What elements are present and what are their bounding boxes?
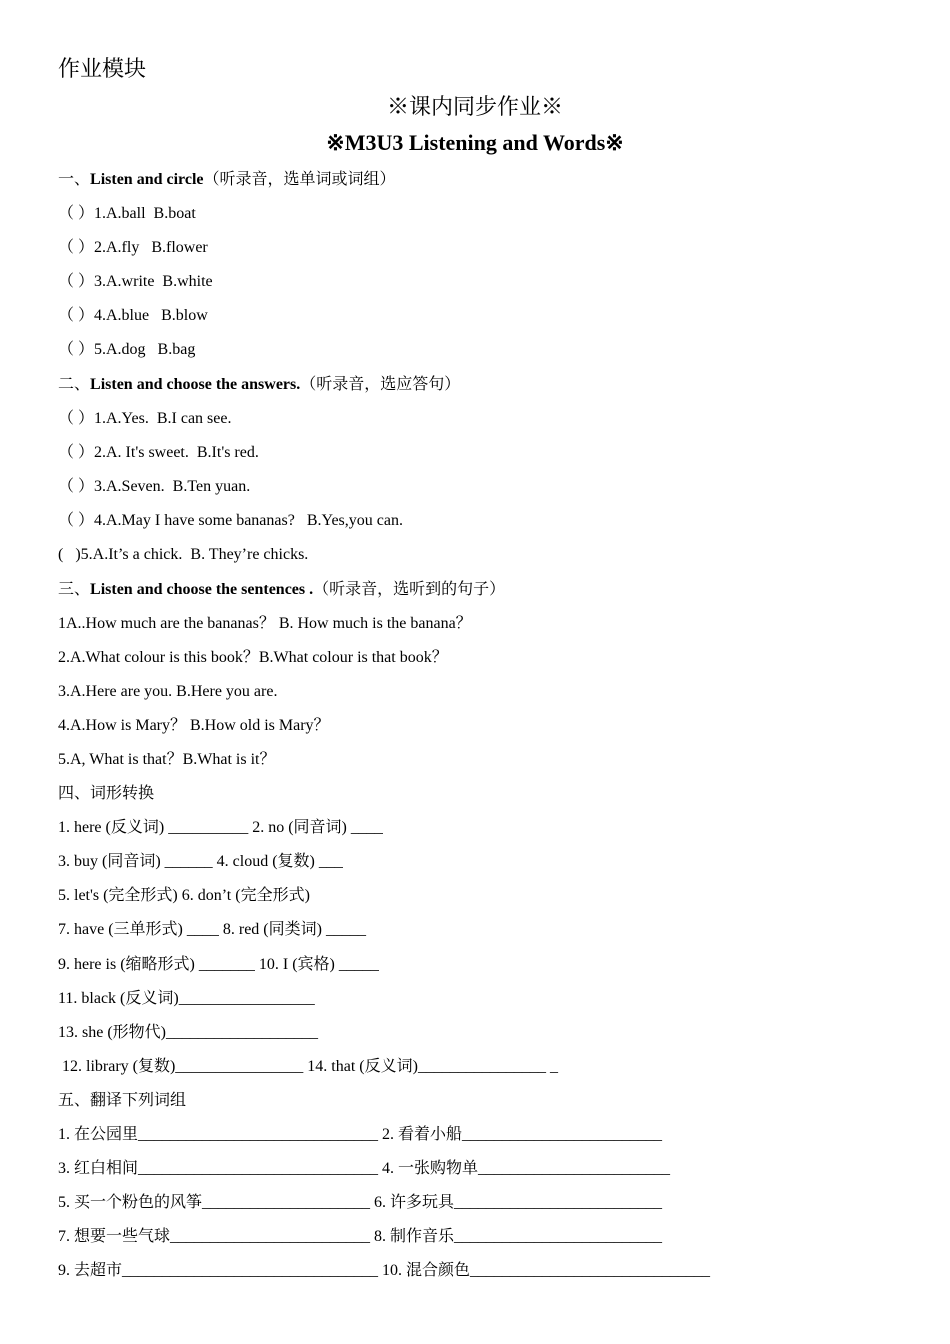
module-label: 作业模块	[58, 56, 147, 81]
section3-item: 2.A.What colour is this book？B.What colour is that book？	[58, 649, 448, 666]
section1-item: （ ）1.A.ball B.boat	[58, 205, 196, 222]
section2-item: ( )5.A.It’s a chick. B. They’re chicks.	[58, 546, 309, 563]
section5-item: 3. 红白相间______________________________ 4. 一张购物单________________________	[58, 1160, 671, 1177]
section4-item: 12. library (复数)________________ 14. that (反义词)________________ _	[58, 1058, 558, 1075]
section5-item: 5. 买一个粉色的风筝_____________________ 6. 许多玩具__________________________	[58, 1194, 663, 1211]
section4-item: 1. here (反义词) __________ 2. no (同音词) ____	[58, 819, 383, 836]
section2-item: （ ）4.A.May I have some bananas? B.Yes,you can.	[58, 512, 403, 529]
section4-item: 7. have (三单形式) ____ 8. red (同类词) _____	[58, 921, 366, 938]
section5-item: 9. 去超市________________________________ 10. 混合颜色______________________________	[58, 1262, 711, 1279]
section3-item: 3.A.Here are you. B.Here you are.	[58, 683, 278, 700]
section3-item: 1A..How much are the bananas？ B. How much is the banana？	[58, 615, 472, 632]
section4-item: 9. here is (缩略形式) _______ 10. I (宾格) _____	[58, 956, 379, 973]
section2-title-en: Listen and choose the answers.	[90, 376, 301, 393]
section3-heading	[58, 580, 505, 600]
section1-item: （ ）2.A.fly B.flower	[58, 239, 208, 256]
section5-item: 7. 想要一些气球_________________________ 8. 制作音乐__________________________	[58, 1228, 663, 1245]
section3-num: 三、	[58, 581, 91, 598]
page-subtitle: ※M3U3 Listening and Words※	[326, 130, 624, 155]
section4-item: 3. buy (同音词) ______ 4. cloud (复数) ___	[58, 853, 343, 870]
section4-item: 11. black (反义词)_________________	[58, 990, 315, 1007]
section1-item: （ ）5.A.dog B.bag	[58, 341, 196, 358]
section3-item: 5.A, What is that？B.What is it？	[58, 751, 276, 768]
section2-item: （ ）3.A.Seven. B.Ten yuan.	[58, 478, 251, 495]
section2-heading	[58, 375, 460, 395]
section5-heading: 五、翻译下列词组	[58, 1092, 187, 1109]
section4-heading: 四、词形转换	[58, 785, 155, 802]
section4-item: 13. she (形物代)___________________	[58, 1024, 318, 1041]
section1-num: 一、	[58, 171, 91, 188]
section2-item: （ ）2.A. It's sweet. B.It's red.	[58, 444, 259, 461]
section1-title-cn: （听录音，选单词或词组）	[203, 171, 396, 188]
section3-item: 4.A.How is Mary？ B.How old is Mary？	[58, 717, 330, 734]
section1-title-en: Listen and circle	[90, 171, 204, 188]
section1-heading	[58, 170, 396, 190]
section5-item: 1. 在公园里______________________________ 2. 看着小船_________________________	[58, 1126, 663, 1143]
section1-item: （ ）3.A.write B.white	[58, 273, 213, 290]
section4-item: 5. let's (完全形式) 6. don’t (完全形式)	[58, 887, 310, 904]
section2-title-cn: （听录音，选应答句）	[300, 376, 461, 393]
section1-item: （ ）4.A.blue B.blow	[58, 307, 208, 324]
section3-title-en: Listen and choose the sentences .	[90, 581, 314, 598]
page-title: ※课内同步作业※	[386, 94, 563, 119]
section2-num: 二、	[58, 376, 91, 393]
section2-item: （ ）1.A.Yes. B.I can see.	[58, 410, 232, 427]
section3-title-cn: （听录音，选听到的句子）	[313, 581, 506, 598]
